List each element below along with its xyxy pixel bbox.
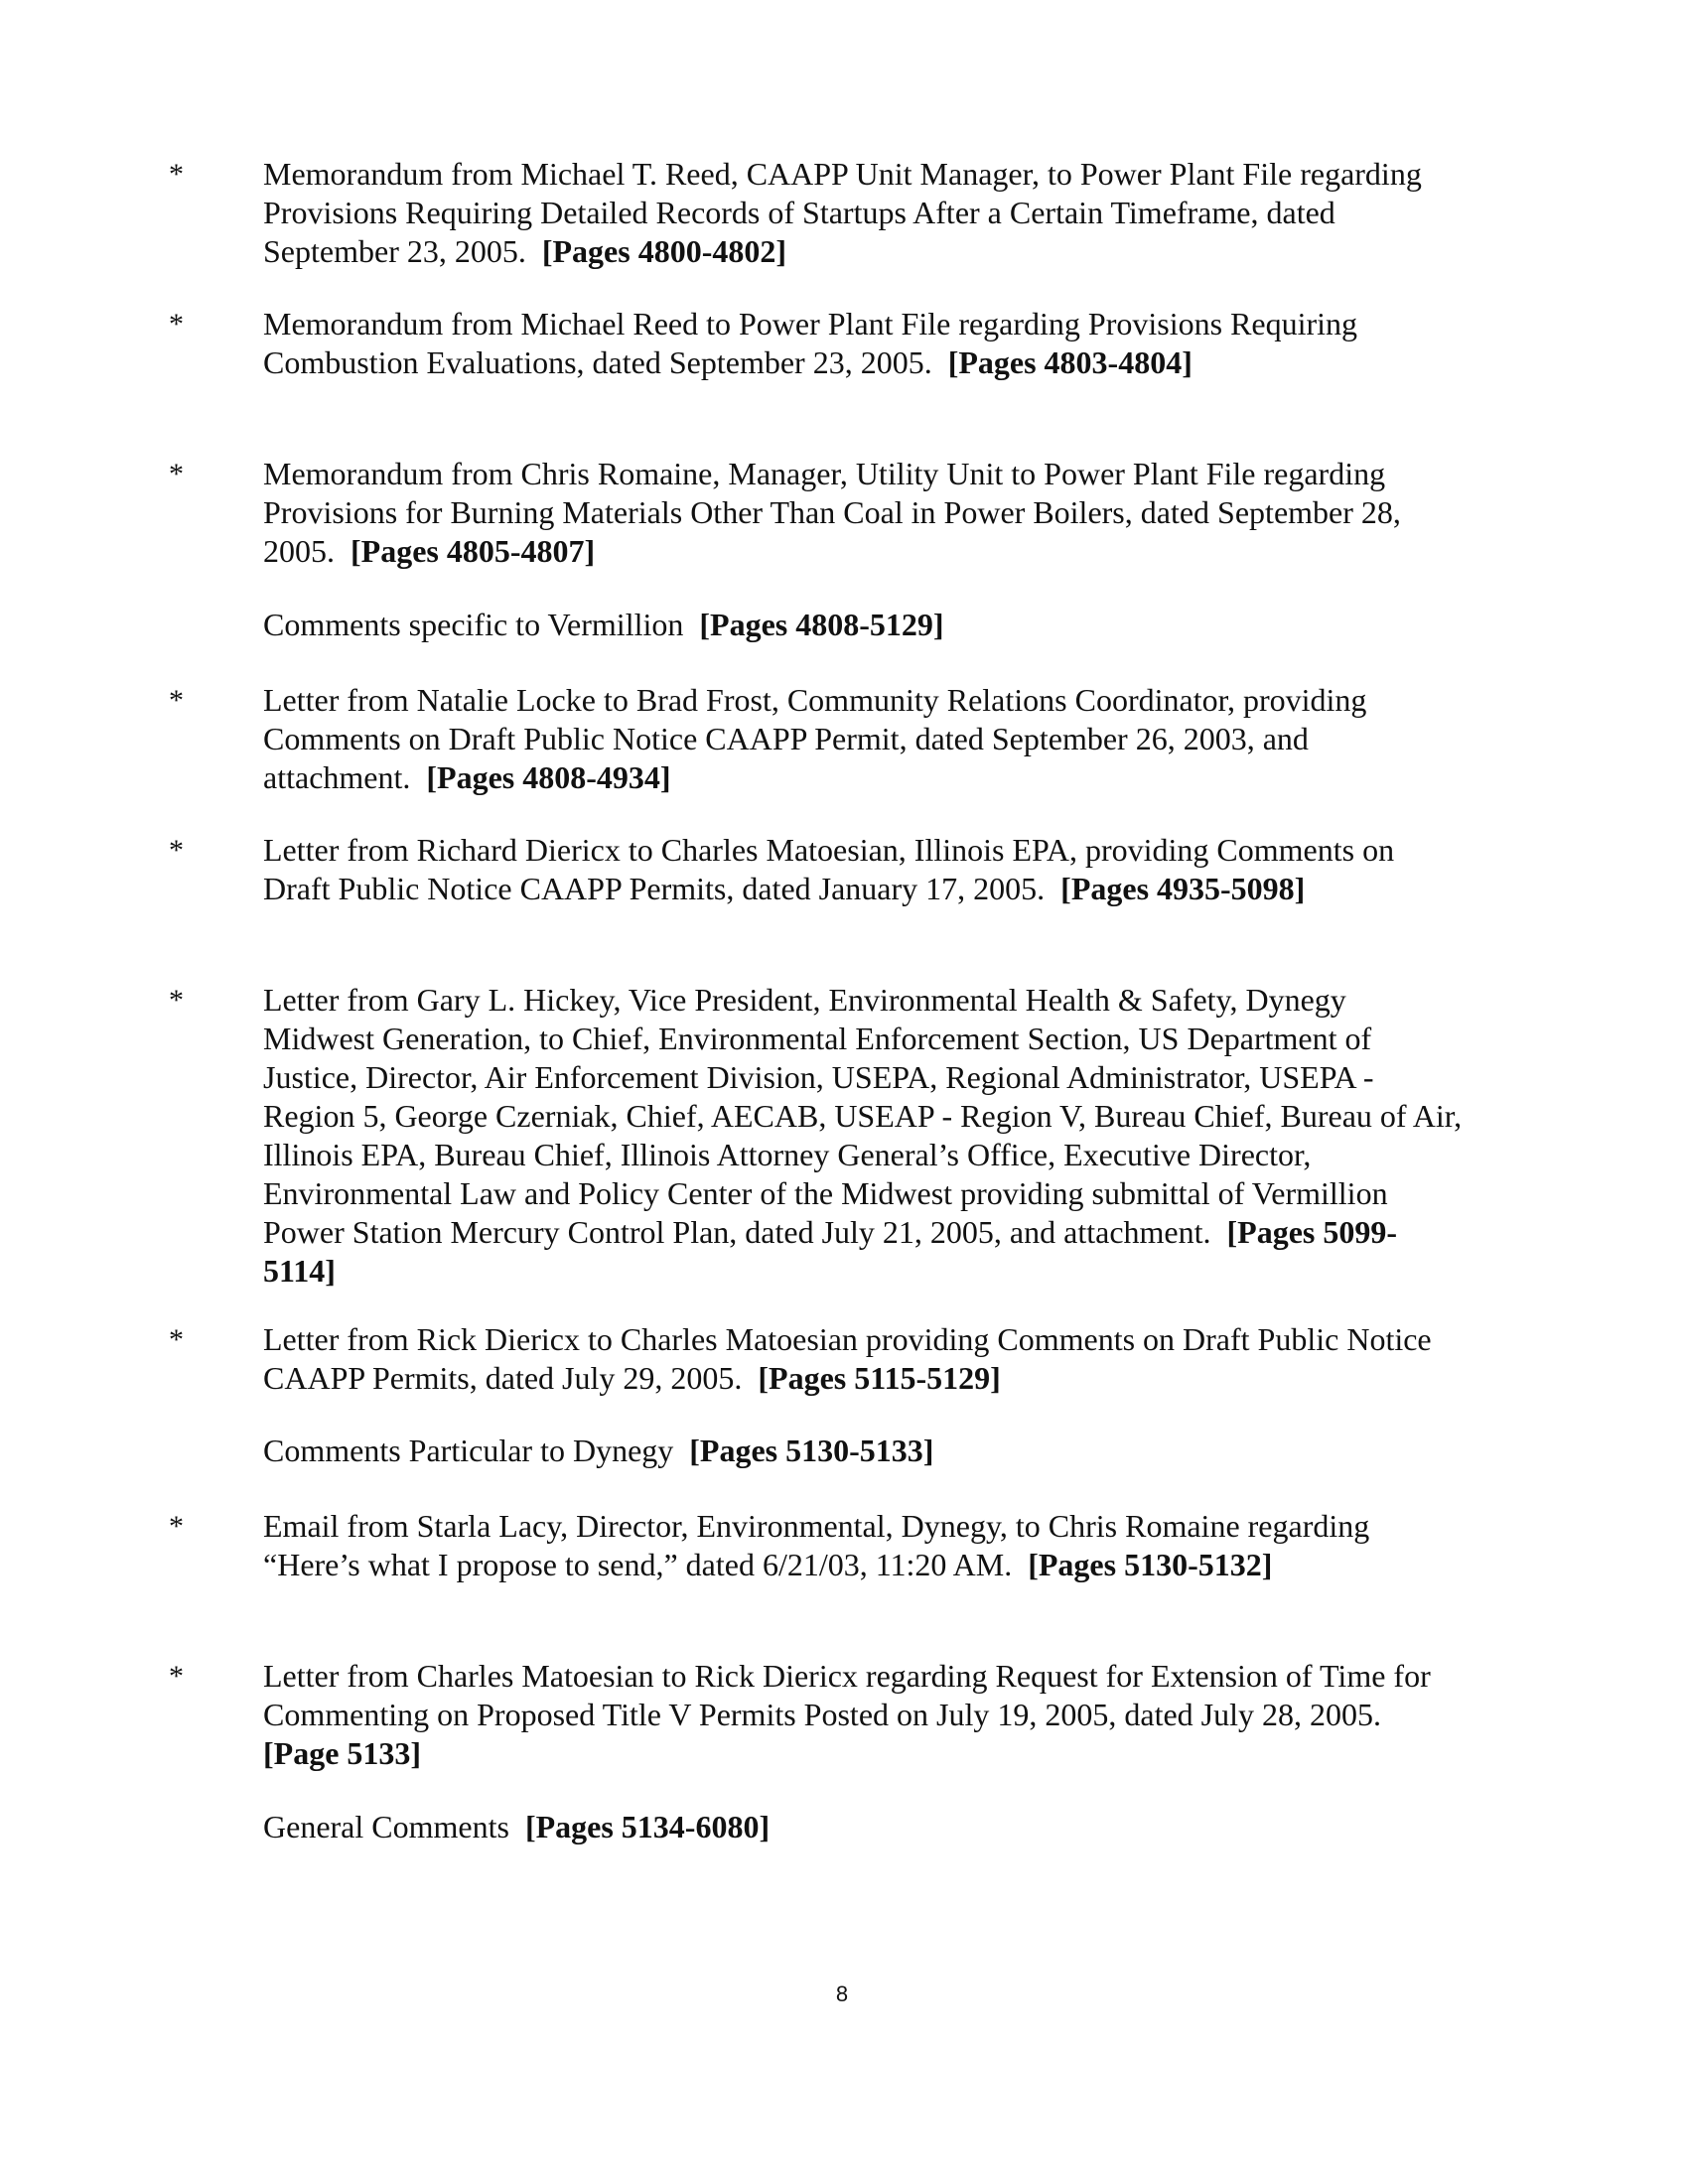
- page-reference: [Pages 4805-4807]: [351, 533, 596, 569]
- section-heading-dynegy: Comments Particular to Dynegy [Pages 5130-5133]: [263, 1433, 934, 1468]
- item-text: Letter from Natalie Locke to Brad Frost, Community Relations Coordinator, providing Comments on Draft Public Notice CAAPP Permit, dated September 26, 2003, and attachment. [Pages 4808-4934]: [263, 682, 1367, 795]
- list-item: [169, 831, 1465, 908]
- list-item: [169, 155, 1465, 271]
- bullet-asterisk: *: [169, 984, 184, 1017]
- bullet-asterisk: *: [169, 684, 184, 717]
- page-reference: [Pages 4808-4934]: [426, 759, 671, 795]
- bullet-asterisk: *: [169, 458, 184, 490]
- item-text: Letter from Gary L. Hickey, Vice President, Environmental Health & Safety, Dynegy Midwest Generation, to Chief, Environmental Enforcement Section, US Department of Justice, Director, Air Enforcement Division, USEPA, Regional Administrator, USEPA - Region 5, George Czerniak, Chief, AECAB, USEAP - Region V, Bureau Chief, Bureau of Air, Illinois EPA, Bureau Chief, Illinois Attorney General’s Office, Executive Director, Environmental Law and Policy Center of the Midwest providing submittal of Vermillion Power Station Mercury Control Plan, dated July 21, 2005, and attachment. [Pages 5099-5114]: [263, 982, 1463, 1289]
- bullet-asterisk: *: [169, 1510, 184, 1543]
- bullet-asterisk: *: [169, 834, 184, 867]
- item-text: Memorandum from Michael Reed to Power Plant File regarding Provisions Requiring Combustion Evaluations, dated September 23, 2005. [Pages 4803-4804]: [263, 306, 1358, 380]
- page-reference: [Pages 4800-4802]: [541, 233, 787, 269]
- list-item: [169, 981, 1465, 1291]
- section-heading-general: General Comments [Pages 5134-6080]: [263, 1809, 771, 1844]
- bullet-asterisk: *: [169, 1660, 184, 1693]
- page-reference: [Pages 5134-6080]: [524, 1809, 771, 1844]
- list-item: [169, 455, 1465, 571]
- page-reference: [Pages 4935-5098]: [1060, 871, 1306, 906]
- page-reference: [Pages 4803-4804]: [947, 344, 1193, 380]
- item-text: Memorandum from Michael T. Reed, CAAPP Unit Manager, to Power Plant File regarding Provisions Requiring Detailed Records of Startups After a Certain Timeframe, dated September 23, 2005. [Pages 4800-4802]: [263, 156, 1422, 269]
- item-text: Memorandum from Chris Romaine, Manager, Utility Unit to Power Plant File regarding Provisions for Burning Materials Other Than Coal in Power Boilers, dated September 28, 2005. [Pages 4805-4807]: [263, 456, 1401, 569]
- section-heading-vermillion: Comments specific to Vermillion [Pages 4808-5129]: [263, 607, 944, 642]
- page-reference: [Pages 5115-5129]: [758, 1360, 1001, 1396]
- list-item: [169, 1657, 1465, 1773]
- bullet-asterisk: *: [169, 1323, 184, 1356]
- list-item: [169, 1507, 1465, 1584]
- list-item: [169, 1320, 1465, 1398]
- item-text: Email from Starla Lacy, Director, Environmental, Dynegy, to Chris Romaine regarding “Here’s what I propose to send,” dated 6/21/03, 11:20 AM. [Pages 5130-5132]: [263, 1508, 1370, 1582]
- page-reference: [Page 5133]: [263, 1735, 422, 1771]
- bullet-asterisk: *: [169, 158, 184, 191]
- page-number: 8: [835, 1981, 849, 2006]
- page-reference: [Pages 4808-5129]: [699, 607, 944, 642]
- item-text: Letter from Richard Diericx to Charles Matoesian, Illinois EPA, providing Comments on Draft Public Notice CAAPP Permits, dated January 17, 2005. [Pages 4935-5098]: [263, 832, 1395, 906]
- bullet-asterisk: *: [169, 308, 184, 341]
- page-reference: [Pages 5130-5132]: [1028, 1547, 1273, 1582]
- list-item: [169, 681, 1465, 797]
- item-text: Letter from Charles Matoesian to Rick Diericx regarding Request for Extension of Time for Commenting on Proposed Title V Permits Posted on July 19, 2005, dated July 28, 2005. [Page 5133]: [263, 1658, 1431, 1771]
- list-item: [169, 305, 1465, 382]
- item-text: Letter from Rick Diericx to Charles Matoesian providing Comments on Draft Public Notice CAAPP Permits, dated July 29, 2005. [Pages 5115-5129]: [263, 1321, 1432, 1396]
- page-reference: [Pages 5130-5133]: [689, 1433, 934, 1468]
- page-reference: [Pages 5099-5114]: [263, 1214, 1398, 1289]
